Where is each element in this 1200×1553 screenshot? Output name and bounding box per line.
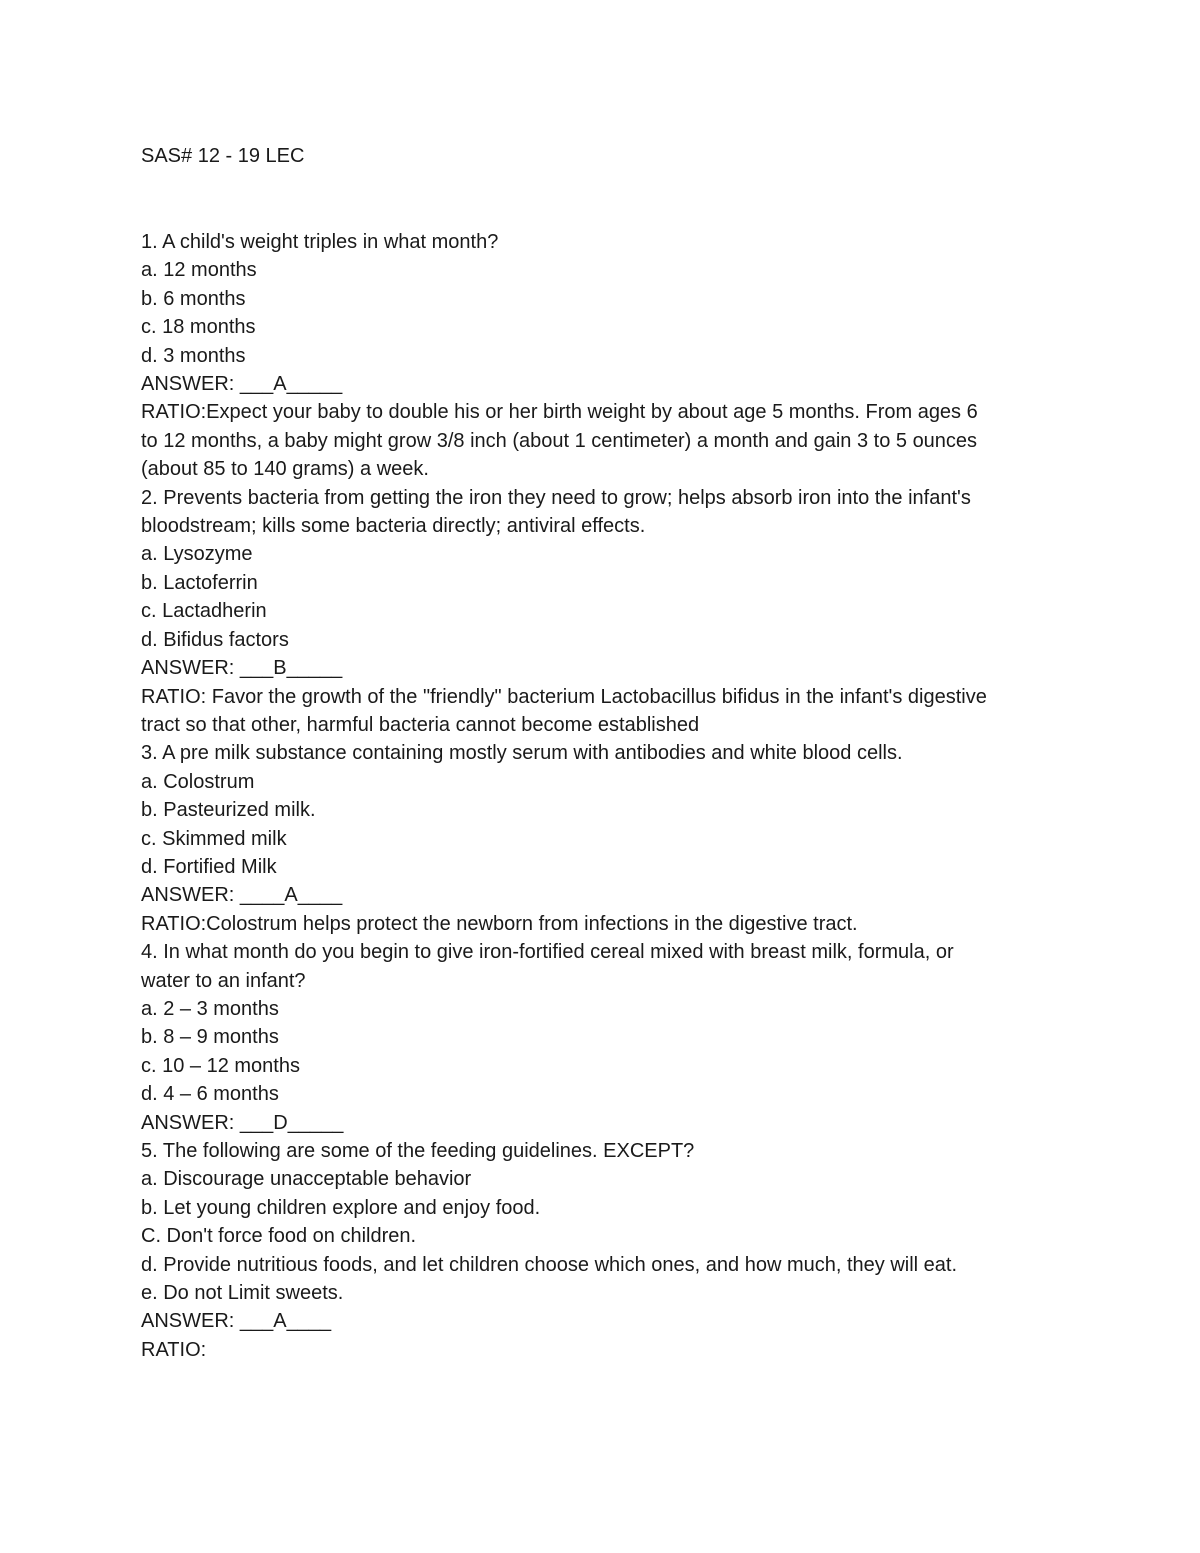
text-line: RATIO: <box>141 1338 207 1361</box>
text-line: d. Bifidus factors <box>141 628 289 651</box>
text-line: b. 6 months <box>141 287 246 310</box>
text-line: 2. Prevents bacteria from getting the iron they need to grow; helps absorb iron into the infant's <box>141 486 971 509</box>
text-line: c. 18 months <box>141 316 256 339</box>
text-line: RATIO:Colostrum helps protect the newborn from infections in the digestive tract. <box>141 912 858 935</box>
text-line: ANSWER: ___A_____ <box>141 373 343 396</box>
text-line: ANSWER: ___D_____ <box>141 1111 344 1134</box>
text-line: d. Fortified Milk <box>141 855 277 878</box>
text-line: a. 12 months <box>141 259 257 282</box>
text-line: b. 8 – 9 months <box>141 1026 279 1049</box>
text-line: d. 4 – 6 months <box>141 1083 279 1106</box>
text-line: d. 3 months <box>141 344 246 367</box>
text-line: RATIO: Favor the growth of the "friendly" bacterium Lactobacillus bifidus in the infant's digestive <box>141 685 987 708</box>
document-title: SAS# 12 - 19 LEC <box>141 145 305 167</box>
text-line: 1. A child's weight triples in what month? <box>141 231 499 253</box>
document-body <box>141 228 1061 1364</box>
text-line: ANSWER: ___A____ <box>141 1310 332 1333</box>
text-line: to 12 months, a baby might grow 3/8 inch (about 1 centimeter) a month and gain 3 to 5 ounces <box>141 429 978 452</box>
text-line: bloodstream; kills some bacteria directly; antiviral effects. <box>141 515 646 538</box>
text-line: (about 85 to 140 grams) a week. <box>141 458 429 481</box>
text-line: tract so that other, harmful bacteria cannot become established <box>141 713 700 736</box>
text-line: b. Lactoferrin <box>141 571 258 594</box>
text-line: 3. A pre milk substance containing mostly serum with antibodies and white blood cells. <box>141 742 903 765</box>
text-line: c. Lactadherin <box>141 600 267 623</box>
text-line: ANSWER: ____A____ <box>141 884 343 907</box>
text-line: 5. The following are some of the feeding guidelines. EXCEPT? <box>141 1140 695 1162</box>
text-line: e. Do not Limit sweets. <box>141 1282 344 1305</box>
text-line: RATIO:Expect your baby to double his or her birth weight by about age 5 months. From ages 6 <box>141 401 978 424</box>
text-line: 4. In what month do you begin to give iron-fortified cereal mixed with breast milk, formula, or <box>141 941 954 964</box>
text-line: d. Provide nutritious foods, and let children choose which ones, and how much, they will eat. <box>141 1253 958 1276</box>
text-line: c. Skimmed milk <box>141 827 287 850</box>
text-line: a. Lysozyme <box>141 543 253 566</box>
text-line: C. Don't force food on children. <box>141 1225 417 1248</box>
text-line: a. 2 – 3 months <box>141 997 279 1020</box>
text-line: a. Colostrum <box>141 770 255 793</box>
text-line: ANSWER: ___B_____ <box>141 657 343 680</box>
text-line: b. Let young children explore and enjoy food. <box>141 1196 541 1219</box>
text-line: water to an infant? <box>141 969 306 992</box>
text-line: a. Discourage unacceptable behavior <box>141 1168 472 1191</box>
text-line: c. 10 – 12 months <box>141 1054 300 1077</box>
text-line: b. Pasteurized milk. <box>141 799 316 822</box>
